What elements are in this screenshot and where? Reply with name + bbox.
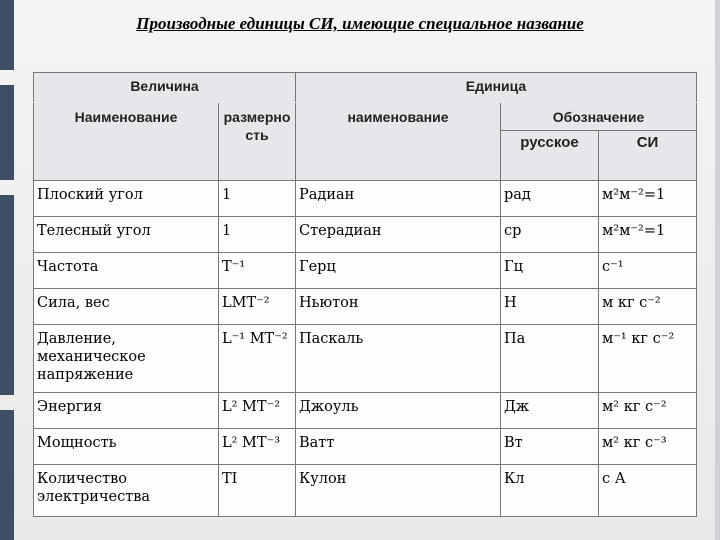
unit-symbol-ru: Гц [501,253,599,289]
quantity-name: Плоский угол [34,181,219,217]
unit-symbol-si: м² кг с⁻³ [599,429,697,465]
table-row [34,217,697,253]
quantity-name: Сила, вес [34,289,219,325]
unit-name: Стерадиан [296,217,501,253]
quantity-name: Энергия [34,393,219,429]
header-russian: русское [501,131,599,181]
quantity-dimension: 1 [219,181,296,217]
quantity-name: Мощность [34,429,219,465]
unit-name: Герц [296,253,501,289]
quantity-dimension: L² MT⁻² [219,393,296,429]
header-designation: Обозначение [501,103,697,131]
unit-symbol-ru: Вт [501,429,599,465]
unit-symbol-si: с⁻¹ [599,253,697,289]
side-bar-decoration [0,410,14,540]
header-quantity: Величина [34,73,296,103]
si-units-table [33,72,697,517]
page-title: Производные единицы СИ, имеющие специальное название [136,14,584,33]
side-bar-decoration [0,85,14,180]
unit-name: Кулон [296,465,501,517]
side-bar-decoration [0,195,14,395]
quantity-dimension: LMT⁻² [219,289,296,325]
unit-name: Ватт [296,429,501,465]
unit-symbol-ru: рад [501,181,599,217]
header-si: СИ [599,131,697,181]
unit-symbol-si: м²м⁻²=1 [599,217,697,253]
table-row [34,393,697,429]
unit-name: Ньютон [296,289,501,325]
table-row [34,465,697,517]
quantity-name: Количество электричества [34,465,219,517]
quantity-name: Телесный угол [34,217,219,253]
unit-symbol-ru: Па [501,325,599,393]
unit-symbol-si: м²м⁻²=1 [599,181,697,217]
unit-symbol-si: м кг с⁻² [599,289,697,325]
unit-name: Джоуль [296,393,501,429]
table-row [34,325,697,393]
quantity-name: Давление, механическое напряжение [34,325,219,393]
quantity-name: Частота [34,253,219,289]
quantity-dimension: 1 [219,217,296,253]
header-unit-name: наименование [296,103,501,181]
quantity-dimension: L⁻¹ MT⁻² [219,325,296,393]
unit-symbol-si: м⁻¹ кг с⁻² [599,325,697,393]
unit-name: Паскаль [296,325,501,393]
table-row [34,429,697,465]
header-name: Наименование [34,103,219,181]
header-dimension: размерность [219,103,296,181]
unit-symbol-ru: ср [501,217,599,253]
side-bar-decoration [0,0,14,70]
unit-name: Радиан [296,181,501,217]
unit-symbol-ru: Н [501,289,599,325]
table-row [34,253,697,289]
unit-symbol-ru: Дж [501,393,599,429]
unit-symbol-ru: Кл [501,465,599,517]
unit-symbol-si: с А [599,465,697,517]
unit-symbol-si: м² кг с⁻² [599,393,697,429]
quantity-dimension: TI [219,465,296,517]
quantity-dimension: L² MT⁻³ [219,429,296,465]
table-row [34,181,697,217]
header-unit: Единица [296,73,697,103]
quantity-dimension: T⁻¹ [219,253,296,289]
right-bar-decoration [715,0,720,540]
table-row [34,289,697,325]
